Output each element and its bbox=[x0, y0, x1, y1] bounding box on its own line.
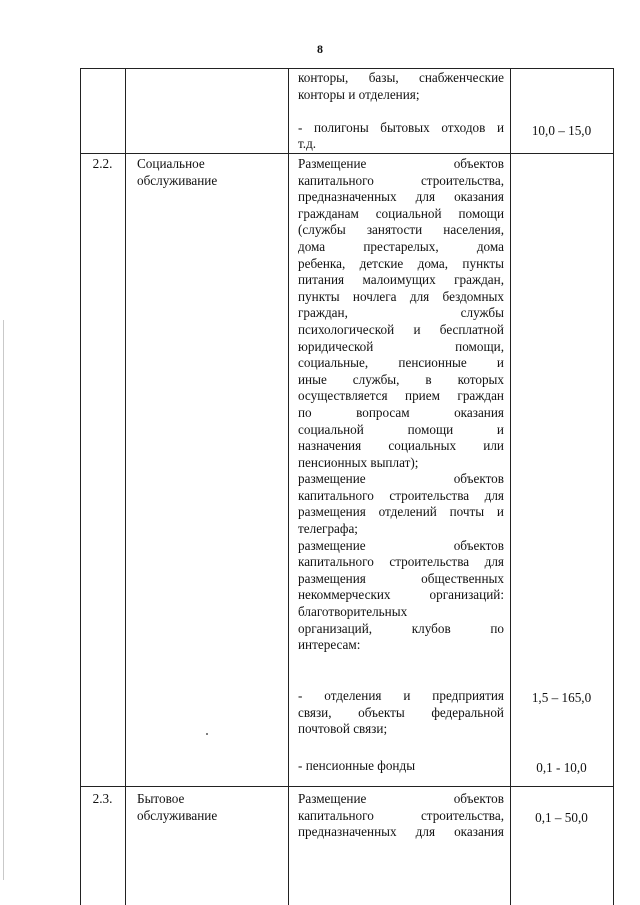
desc-line: некоммерческих организаций: bbox=[298, 587, 504, 603]
row-3-number: 2.3. bbox=[92, 791, 113, 806]
desc-line: размещения отделений почты и bbox=[298, 504, 504, 520]
desc-line: иные службы, в которых bbox=[298, 371, 504, 387]
desc-line: телеграфа; bbox=[298, 521, 358, 537]
name-line: обслуживание bbox=[137, 172, 218, 188]
row-1-value: 10,0 – 15,0 bbox=[531, 123, 592, 138]
row-divider bbox=[80, 153, 614, 154]
page-number: 8 bbox=[317, 42, 323, 56]
desc-line: конторы и отделения; bbox=[298, 86, 420, 102]
desc-line: - отделения и предприятия bbox=[298, 688, 504, 703]
margin-line bbox=[3, 320, 4, 880]
desc-line: капитального строительства для bbox=[298, 554, 504, 570]
row-divider bbox=[80, 786, 614, 787]
desc-line: капитального строительства, bbox=[298, 172, 504, 188]
desc-line: осуществляется прием граждан bbox=[298, 388, 504, 404]
desc-line: - пенсионные фонды bbox=[298, 758, 416, 773]
desc-line: назначения социальных или bbox=[298, 438, 504, 454]
desc-line: пункты ночлега для бездомных bbox=[298, 288, 504, 304]
name-line: Социальное bbox=[137, 156, 205, 171]
desc-line: ребенка, детские дома, пункты bbox=[298, 255, 504, 271]
column-divider bbox=[288, 68, 289, 905]
row-1-description bbox=[298, 70, 504, 153]
desc-line: Размещение объектов bbox=[298, 156, 504, 171]
desc-line: психологической и бесплатной bbox=[298, 321, 504, 337]
desc-line: размещение объектов bbox=[298, 537, 504, 553]
desc-line: юридической помощи, bbox=[298, 338, 504, 354]
column-divider bbox=[510, 68, 511, 905]
desc-line: питания малоимущих граждан, bbox=[298, 272, 504, 288]
desc-line: социальные, пенсионные и bbox=[298, 355, 504, 371]
communications-value: 1,5 – 165,0 bbox=[531, 690, 592, 705]
column-divider bbox=[125, 68, 126, 905]
sub-item-communications bbox=[298, 688, 504, 738]
desc-line: капитального строительства для bbox=[298, 487, 504, 503]
desc-line: - полигоны бытовых отходов и bbox=[298, 119, 504, 135]
desc-line: (службы занятости населения, bbox=[298, 222, 504, 238]
pension-funds-value: 0,1 - 10,0 bbox=[536, 760, 587, 775]
name-line: Бытовое bbox=[137, 791, 185, 806]
row-2-number: 2.2. bbox=[92, 156, 113, 171]
row-3-name bbox=[137, 791, 285, 824]
desc-line: социальной помощи и bbox=[298, 421, 504, 437]
desc-line: связи, объекты федеральной bbox=[298, 704, 504, 720]
table-top-border bbox=[80, 68, 614, 69]
desc-line: дома престарелых, дома bbox=[298, 238, 504, 254]
desc-line bbox=[298, 103, 504, 120]
desc-line: почтовой связи; bbox=[298, 721, 388, 737]
desc-line: т.д. bbox=[298, 136, 317, 152]
row-3-value: 0,1 – 50,0 bbox=[535, 810, 588, 825]
table-right-border bbox=[613, 68, 614, 905]
scan-speck bbox=[206, 733, 208, 735]
desc-line: гражданам социальной помощи bbox=[298, 205, 504, 221]
desc-line: конторы, базы, снабженческие bbox=[298, 70, 504, 85]
desc-line: благотворительных bbox=[298, 604, 408, 620]
name-line: обслуживание bbox=[137, 807, 218, 823]
desc-line: интересам: bbox=[298, 637, 361, 653]
desc-line: по вопросам оказания bbox=[298, 404, 504, 420]
desc-line: капитального строительства, bbox=[298, 807, 504, 823]
desc-line: организаций, клубов по bbox=[298, 620, 504, 636]
desc-line: размещения общественных bbox=[298, 570, 504, 586]
desc-line: предназначенных для оказания bbox=[298, 189, 504, 205]
desc-line: предназначенных для оказания bbox=[298, 824, 504, 840]
row-3-description bbox=[298, 791, 504, 841]
row-2-name bbox=[137, 156, 285, 189]
sub-item-pension-funds bbox=[298, 758, 504, 775]
table-left-border bbox=[80, 68, 81, 905]
land-use-table bbox=[80, 68, 614, 905]
desc-line: размещение объектов bbox=[298, 471, 504, 487]
desc-line: пенсионных выплат); bbox=[298, 454, 419, 470]
desc-line: Размещение объектов bbox=[298, 791, 504, 806]
row-2-description bbox=[298, 156, 504, 654]
desc-line: граждан, службы bbox=[298, 305, 504, 321]
